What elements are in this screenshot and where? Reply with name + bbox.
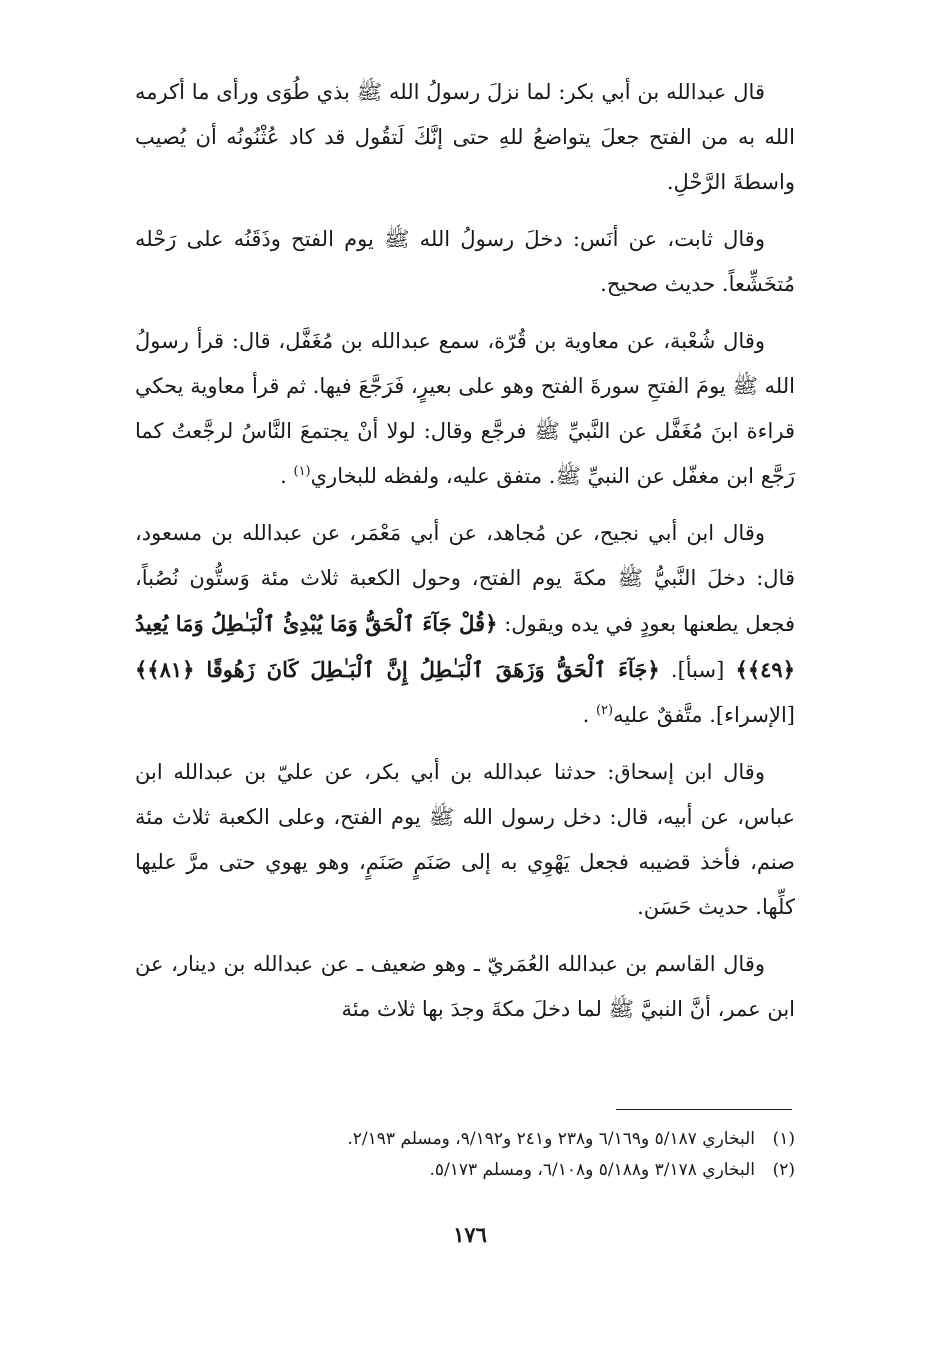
- paragraph-3-end: .: [280, 464, 287, 488]
- quran-verse-1: ﴿قُلْ جَآءَ ٱلْحَقُّ وَمَا يُبْدِئُ ٱلْبَـٰطِلُ وَمَا يُعِيدُ ﴿٤٩﴾﴾: [135, 611, 795, 682]
- paragraph-5: وقال ابن إسحاق: حدثنا عبدالله بن أبي بكر، عن عليّ بن عبدالله ابن عباس، عن أبيه، قال: دخل رسول الله ﷺ يوم الفتح، وعلى الكعبة ثلاث مئة صنم، فأخذ قضيبه فجعل يَهْوِي به إلى صَنَمٍ صَنَمٍ، وهو يهوي حتى مرَّ عليها كلِّها. حديث حَسَن.: [135, 760, 795, 919]
- paragraph-4: [135, 511, 795, 738]
- footnote-ref-2[interactable]: (٢): [595, 703, 614, 718]
- footnote-marker: (١): [772, 1129, 795, 1149]
- footnote-1: [135, 1124, 795, 1155]
- quran-verse-2: ﴿جَآءَ ٱلْحَقُّ وَزَهَقَ ٱلْبَـٰطِلُ إِنَّ ٱلْبَـٰطِلَ كَانَ زَهُوقًا ﴿٨١﴾﴾: [135, 657, 660, 682]
- footnote-ref-1[interactable]: (١): [293, 464, 311, 479]
- footnotes: [135, 1124, 795, 1186]
- footnote-2: [135, 1155, 795, 1186]
- verse-reference-1: [سبأ].: [670, 658, 725, 682]
- paragraph-2: وقال ثابت، عن أنَس: دخلَ رسولُ الله ﷺ يوم الفتح وذَقَنُه على رَحْله مُتخَشِّعاً. حديث صحيح.: [135, 227, 795, 296]
- paragraph-1: قال عبدالله بن أبي بكر: لما نزلَ رسولُ الله ﷺ بذي طُوَى ورأى ما أكرمه الله به من الفتح جعلَ يتواضعُ للهِ حتى إنَّكَ لَتقُول قد كاد عُثْنُونُه أن يُصيب واسطةَ الرَّحْلِ.: [135, 80, 795, 194]
- paragraph-4-text: وقال ابن أبي نجيح، عن مُجاهد، عن أبي مَعْمَر، عن عبدالله بن مسعود، قال: دخلَ النَّبيُّ ﷺ مكةَ يوم الفتح، وحول الكعبة ثلاث مئة وَستُّون نُصُباً، فجعل يطعنها بعودٍ في يده ويقول:: [135, 521, 795, 636]
- page-number: ١٧٦: [453, 1222, 487, 1247]
- footnote-text: البخاري ٣/١٧٨ و٥/١٨٨ و٦/١٠٨، ومسلم ٥/١٧٣.: [429, 1160, 755, 1180]
- footnote-separator: [616, 1109, 792, 1110]
- main-text: [135, 70, 795, 1044]
- footnote-marker: (٢): [772, 1160, 795, 1180]
- verse-reference-2: [الإسراء]. متَّفقٌ عليه: [613, 703, 795, 727]
- footnote-text: البخاري ٥/١٨٧ و٦/١٦٩ و٢٣٨ و٢٤١ و٩/١٩٢، ومسلم ٢/١٩٣.: [347, 1129, 755, 1149]
- paragraph-3: [135, 319, 795, 499]
- paragraph-4-end: .: [582, 703, 590, 727]
- paragraph-3-text: وقال شُعْبة، عن معاوية بن قُرّة، سمع عبدالله بن مُغَفَّل، قال: قرأ رسولُ الله ﷺ يومَ الفتحِ سورةَ الفتح وهو على بعيرٍ، فَرَجَّعَ فيها. ثم قرأ معاوية يحكي قراءة ابنَ مُغَفَّل عن النَّبيِّ ﷺ فرجَّع وقال: لولا أنْ يجتمعَ النَّاسُ لرجَّعتُ كما رَجَّع ابن مغفّل عن النبيِّ ﷺ. متفق عليه، ولفظه للبخاري: [135, 329, 795, 488]
- paragraph-6: وقال القاسم بن عبدالله العُمَريّ ـ وهو ضعيف ـ عن عبدالله بن دينار، عن ابن عمر، أنَّ النبيَّ ﷺ لما دخلَ مكةَ وجدَ بها ثلاث مئة: [135, 952, 795, 1021]
